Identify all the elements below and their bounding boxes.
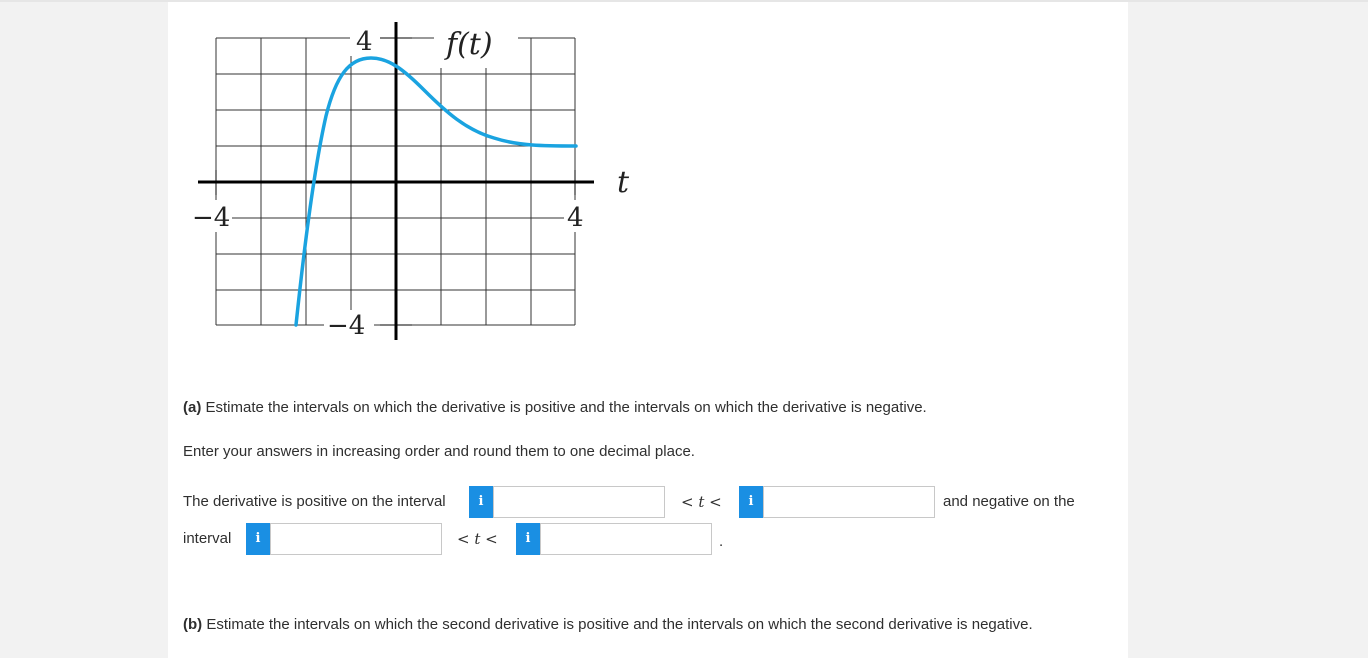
t-axis-label: t: [617, 165, 630, 200]
part-a-label: (a): [183, 399, 202, 416]
negative-interval-mid: and negative on the: [943, 493, 1075, 510]
part-a-question: [183, 398, 927, 418]
negative-interval-prefix: interval: [183, 530, 232, 547]
part-a-question-text: Estimate the intervals on which the derivative is positive and the intervals on which the derivative is negative.: [201, 399, 927, 416]
pos-high-info-button[interactable]: i: [739, 486, 763, 518]
pos-high-input[interactable]: [763, 486, 935, 518]
y-top-tick-label: 4: [356, 27, 373, 57]
neg-low-info-button[interactable]: i: [246, 523, 270, 555]
neg-high-input[interactable]: [540, 523, 712, 555]
part-b-label: (b): [183, 616, 203, 633]
end-period: .: [719, 533, 724, 550]
function-graph: [184, 20, 644, 350]
neg-high-info-button[interactable]: i: [516, 523, 540, 555]
function-curve: [296, 58, 576, 325]
pos-low-input[interactable]: [493, 486, 665, 518]
function-label: f(t): [446, 27, 493, 62]
part-b-question: [183, 615, 1033, 635]
pos-low-info-button[interactable]: i: [469, 486, 493, 518]
pos-inequality: < t <: [681, 493, 722, 511]
x-right-tick-label: 4: [567, 203, 584, 233]
part-a-instruction: Enter your answers in increasing order and round them to one decimal place.: [183, 443, 695, 460]
x-left-tick-label: −4: [192, 203, 231, 233]
neg-inequality: < t <: [457, 530, 498, 548]
positive-interval-prefix: The derivative is positive on the interval: [183, 493, 446, 510]
part-b-question-text: Estimate the intervals on which the second derivative is positive and the intervals on which the second derivative is negative.: [202, 616, 1033, 633]
neg-low-input[interactable]: [270, 523, 442, 555]
y-bottom-tick-label: −4: [327, 311, 366, 341]
